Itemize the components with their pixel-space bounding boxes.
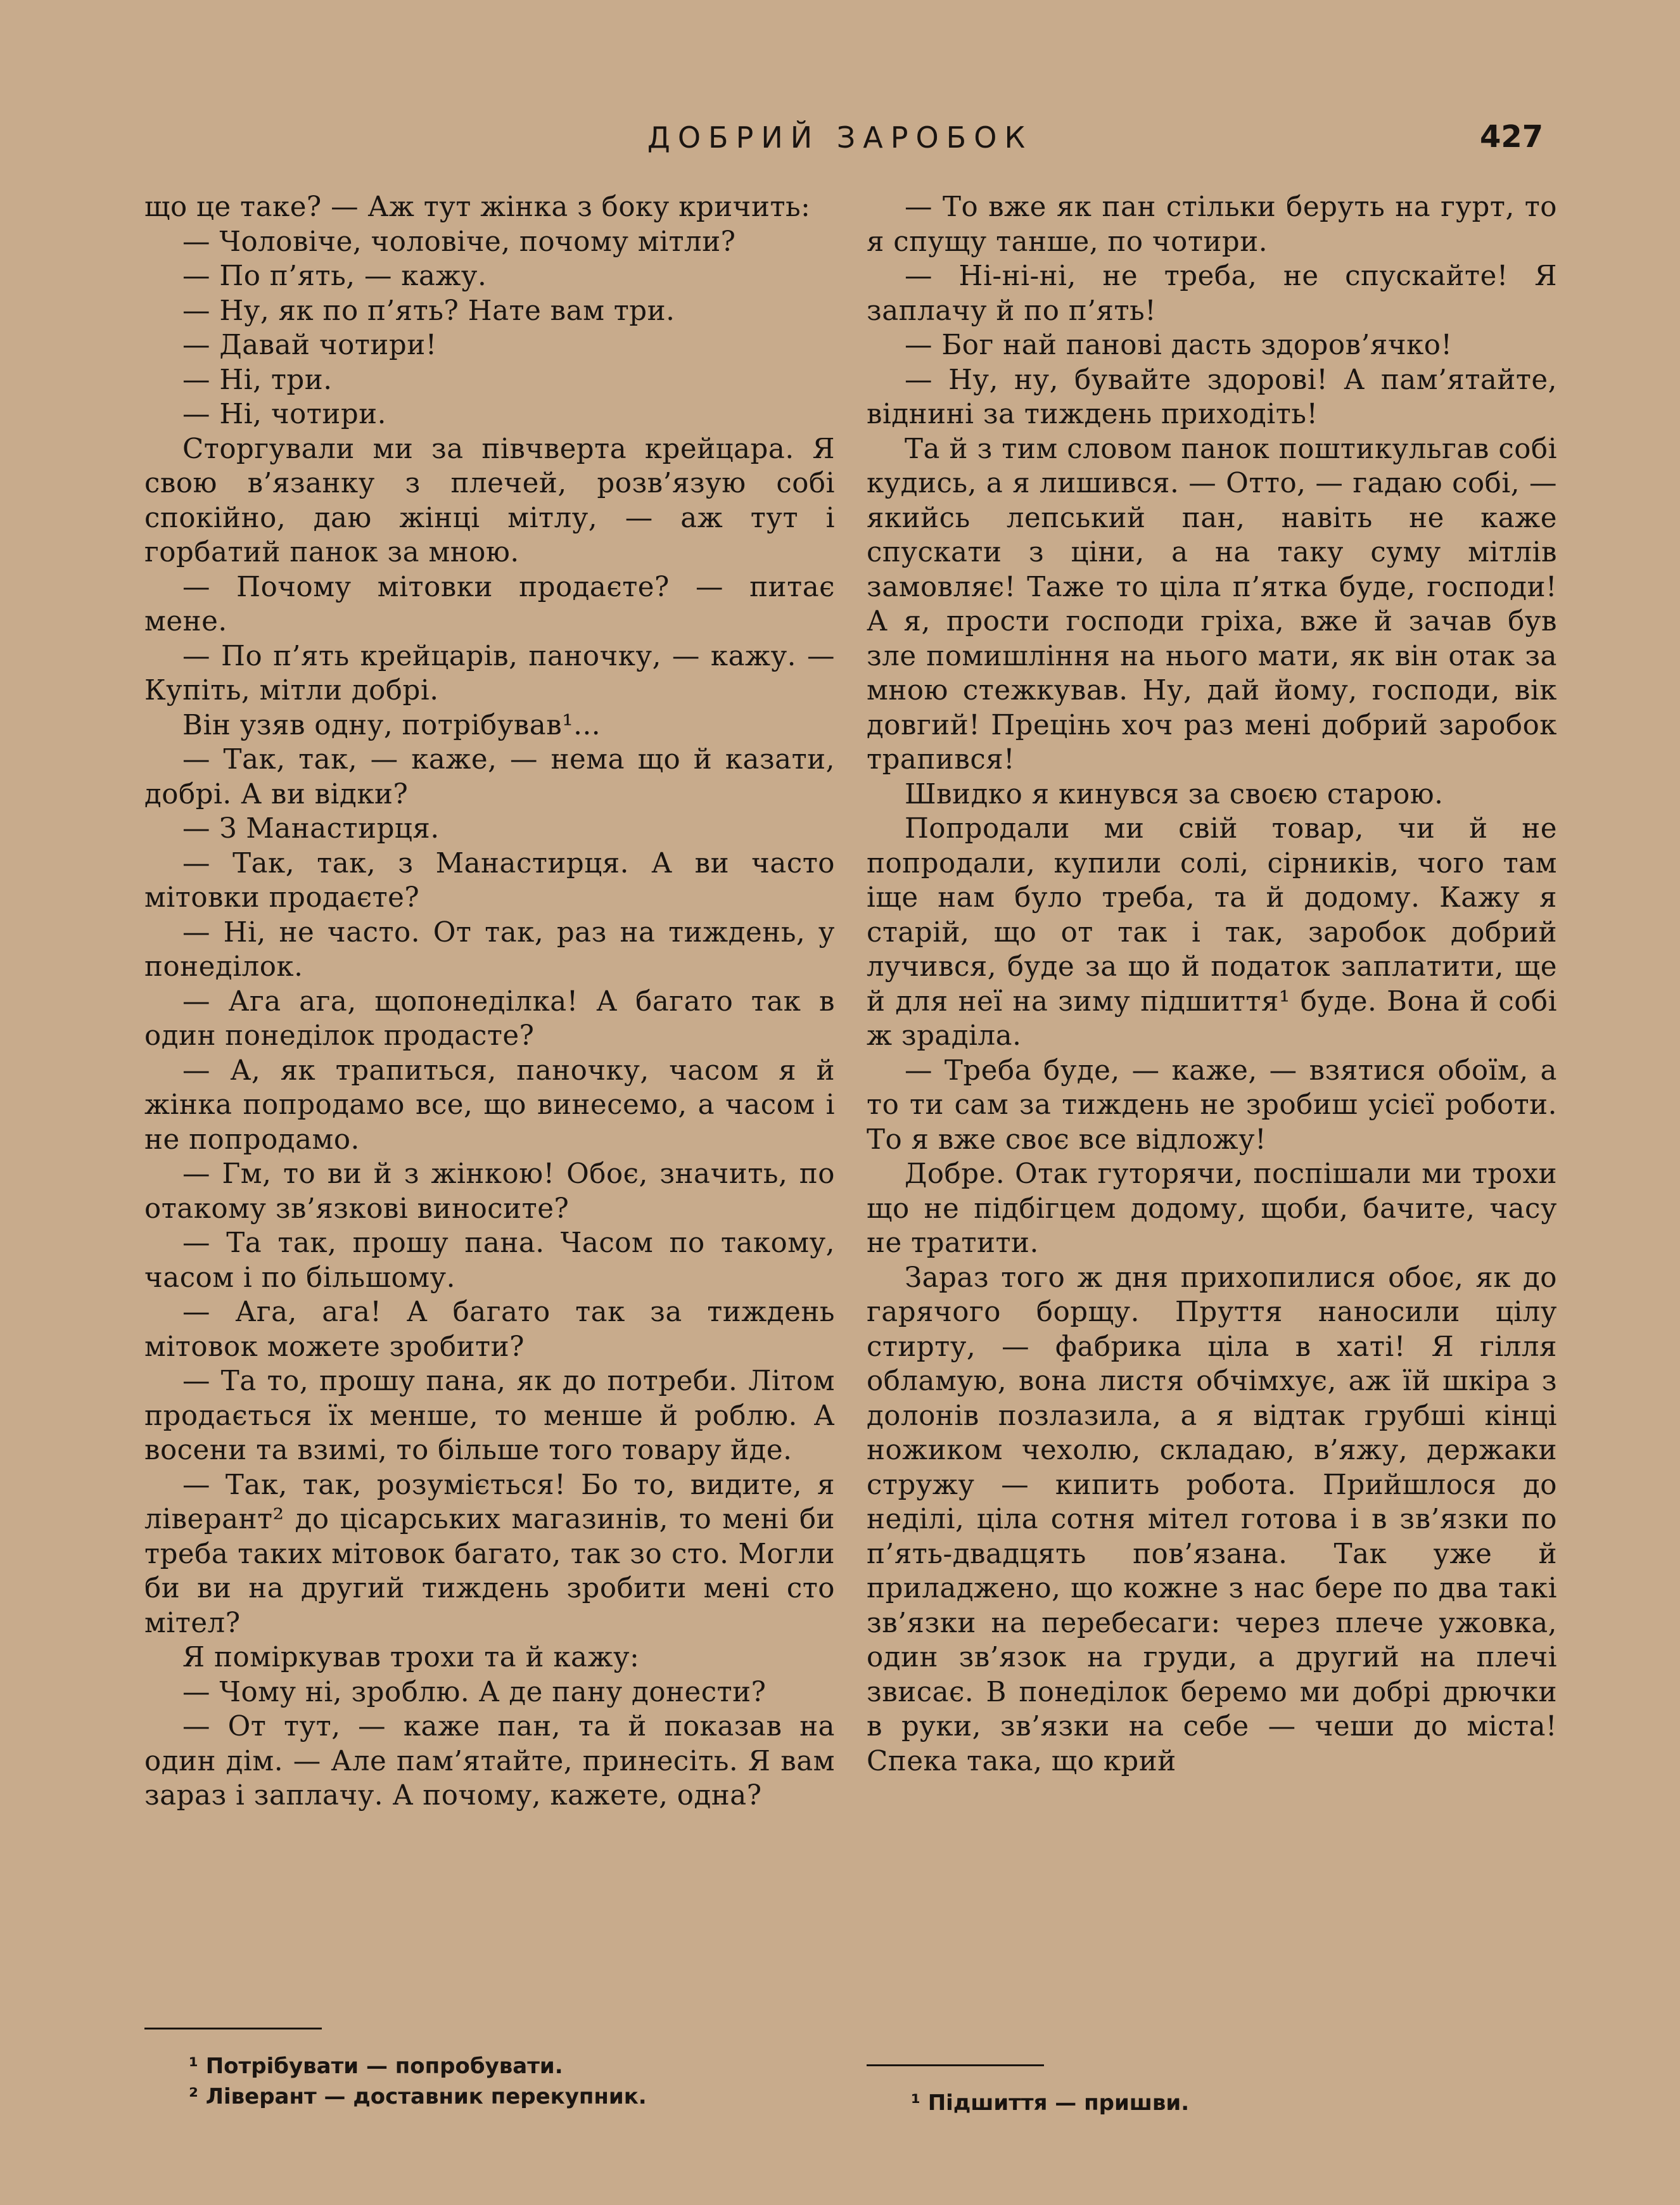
right-column: [867, 190, 1557, 1779]
footnotes-right: [867, 2064, 1557, 2118]
paragraph: — Чому ні, зроблю. А де пану донести?: [182, 1676, 767, 1708]
paragraph: — Так, так, з Манастирця. А ви часто мітовки продаєте?: [144, 847, 835, 914]
paragraph: — Так, так, розуміється! Бо то, видите, я ліверант² до цісарських магазинів, то мені би треба таких мітовок багато, так зо сто. Могли би ви на другий тиждень зробити мені сто мітел?: [144, 1469, 835, 1639]
paragraph: — Та так, прошу пана. Часом по такому, часом і по більшому.: [144, 1227, 835, 1294]
paragraph: — Чоловіче, чоловіче, почому мітли?: [182, 226, 736, 258]
paragraph: — От тут, — каже пан, та й показав на один дім. — Але пам’ятайте, принесіть. Я вам зараз і заплачу. А почому, кажете, одна?: [144, 1711, 835, 1812]
paragraph: — Та то, прошу пана, як до потреби. Літом продається їх менше, то менше й роблю. А восени та взимі, то більше того товару йде.: [144, 1365, 835, 1466]
left-column: [144, 190, 835, 1813]
footnote-rule: [144, 2028, 322, 2029]
paragraph: — Ну, як по п’ять? Нате вам три.: [182, 295, 675, 327]
paragraph: — Ні, не часто. От так, раз на тиждень, у понеділок.: [144, 916, 835, 983]
paragraph: — Ага, ага! А багато так за тиждень мітовок можете зробити?: [144, 1296, 835, 1363]
paragraph: — З Манастирця.: [182, 813, 440, 845]
paragraph: Сторгували ми за півчверта крейцара. Я свою в’язанку з плечей, розв’язую собі спокійно, даю жінці мітлу, — аж тут і горбатий панок за мною.: [144, 433, 835, 568]
footnote: ¹ Потрібувати — попробувати.: [189, 2054, 563, 2079]
page-number: 427: [1480, 119, 1544, 155]
paragraph: — Давай чотири!: [182, 329, 437, 361]
running-title: ДОБРИЙ ЗАРОБОК: [647, 120, 1033, 155]
paragraph: — Треба буде, — каже, — взятися обоїм, а то ти сам за тиждень не зробиш усієї роботи. То я вже своє все відложу!: [867, 1054, 1557, 1156]
footnotes-left: [144, 2028, 835, 2112]
paragraph: що це таке? — Аж тут жінка з боку кричить:: [144, 191, 811, 223]
paragraph: — Гм, то ви й з жінкою! Обоє, значить, по отакому зв’язкові виносите?: [144, 1158, 835, 1225]
paragraph: — Ні, три.: [182, 364, 333, 396]
paragraph: Попродали ми свій товар, чи й не попродали, купили солі, сірників, чого там іще нам було треба, та й додому. Кажу я старій, що от так і так, заробок добрий лучився, буде за що й податок заплатити, ще й для неї на зиму підшиття¹ буде. Вона й собі ж зраділа.: [867, 813, 1557, 1052]
paragraph: — По п’ять, — кажу.: [182, 260, 487, 292]
footnote: ² Ліверант — доставник перекупник.: [189, 2084, 647, 2109]
paragraph: — Ага ага, щопонеділка! А багато так в один понеділок продасте?: [144, 985, 835, 1052]
paragraph: Я поміркував трохи та й кажу:: [182, 1642, 640, 1673]
footnote-rule: [867, 2064, 1044, 2066]
paragraph: — Бог най панові дасть здоров’ячко!: [905, 329, 1453, 361]
paragraph: Він узяв одну, потрібував¹...: [182, 709, 601, 741]
paragraph: Добре. Отак гуторячи, поспішали ми трохи що не підбігцем додому, щоби, бачите, часу не тратити.: [867, 1158, 1557, 1259]
page-header: [0, 120, 1680, 158]
paragraph: — Так, так, — каже, — нема що й казати, добрі. А ви відки?: [144, 744, 835, 810]
paragraph: — Ні, чотири.: [182, 399, 387, 430]
paragraph: — По п’ять крейцарів, паночку, — кажу. — Купіть, мітли добрі.: [144, 640, 835, 706]
paragraph: — А, як трапиться, паночку, часом я й жінка попродамо все, що винесемо, а часом і не попродамо.: [144, 1054, 835, 1156]
paragraph: — Почому мітовки продаєте? — питає мене.: [144, 571, 835, 637]
paragraph: — То вже як пан стільки беруть на гурт, то я спущу танше, по чотири.: [867, 191, 1557, 258]
paragraph: Та й з тим словом панок поштикульгав собі кудись, а я лишився. — Отто, — гадаю собі, — якийсь лепський пан, навіть не каже спускати з ціни, а на таку суму мітлів замовляє! Таже то ціла п’ятка буде, господи! А я, прости господи гріха, вже й зачав був зле помишління на нього мати, як він отак за мною стежкував. Ну, дай йому, господи, вік довгий! Прецінь хоч раз мені добрий заробок трапився!: [867, 433, 1557, 776]
paragraph: — Ну, ну, бувайте здорові! А пам’ятайте, віднині за тиждень приходіть!: [867, 364, 1557, 430]
paragraph: — Ні-ні-ні, не треба, не спускайте! Я заплачу й по п’ять!: [867, 260, 1557, 327]
paragraph: Зараз того ж дня прихопилися обоє, як до гарячого борщу. Пруття наносили цілу стирту, — фабрика ціла в хаті! Я гілля обламую, вона листя обчімхує, аж їй шкіра з долонів позлазила, а я відтак грубші кінці ножиком чехолю, складаю, в’яжу, держаки стружу — кипить робота. Прийшлося до неділі, ціла сотня мітел готова і в зв’язки по п’ять-двадцять пов’язана. Так уже й приладжено, що кожне з нас бере по два такі зв’язки на перебесаги: через плече ужовка, один зв’язок на груди, а другий на плечі звисає. В понеділок беремо ми добрі дрючки в руки, зв’язки на себе — чеши до міста! Спека така, що крий: [867, 1262, 1557, 1777]
paragraph: Швидко я кинувся за своєю старою.: [905, 778, 1444, 810]
footnote: ¹ Підшиття — пришви.: [911, 2090, 1190, 2116]
